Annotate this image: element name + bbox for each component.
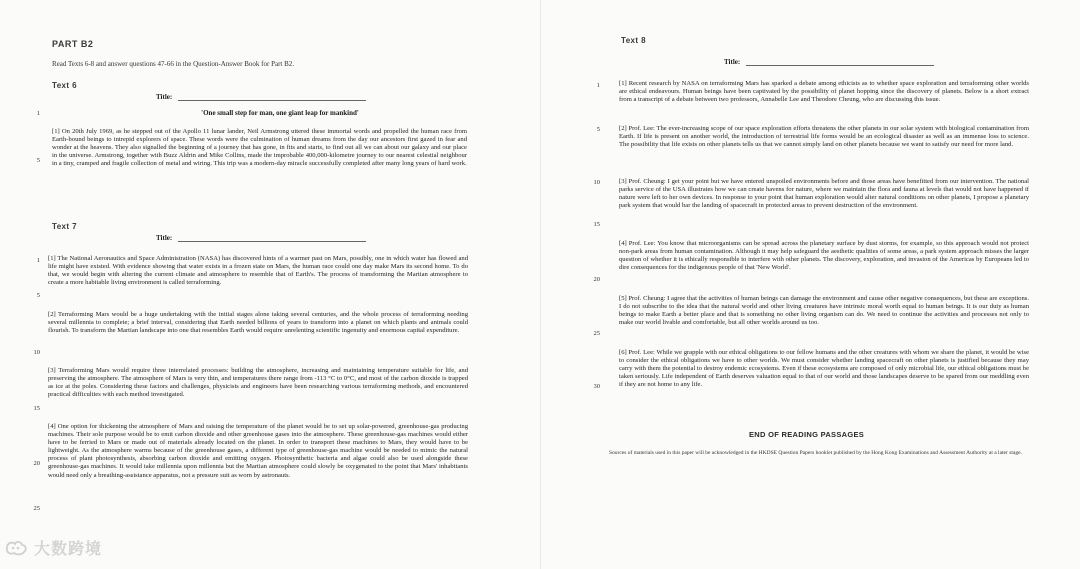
line-number: 30: [593, 383, 600, 390]
text7-paragraph-4: [4] One option for thickening the atmosphere of Mars and raising the temperature of the planet would be to set up solar-powered, greenhouse-gas producing machines. Their sole purpose would be to emit carbon dioxide and other greenhouse gases into the atmosphere. These greenhouse-gas machines would either have to be ferried to Mars or made out of materials already located on the planet. In order to transport these machines to Mars, they would have to be lightweight. As the atmosphere warms because of the greenhouse gases, a different type of greenhouse-gas machine would be needed to mimic the natural process of plant photosynthesis, absorbing carbon dioxide and emitting oxygen. Photosynthetic bacteria and algae could also be used alongside these greenhouse-gas machines. It would take millennia upon millennia but the Martian atmosphere could slowly be oxygenated to the point that Mars' inhabitants would need only a breathing-assistance apparatus, not a pressure suit as worn by astronauts.: [48, 423, 468, 479]
line-number: 15: [593, 221, 600, 228]
instructions: Read Texts 6-8 and answer questions 47-66 in the Question-Answer Book for Part B2.: [52, 60, 295, 68]
line-number: 1: [596, 82, 600, 89]
text7-paragraph-1: [1] The National Aeronautics and Space Administration (NASA) has discovered hints of a warmer past on Mars, possibly, one in which water has flowed and life might have existed. With evidence showing that water exists in a frozen state on Mars, the human race could one day make Mars its second home. To do that, we would begin with altering the current climate and atmosphere to resemble that of Earth's. The process of transforming the Martian atmosphere to create a more habitable living environment is called terraforming.: [48, 255, 468, 287]
text6-paragraph-1: [1] On 20th July 1969, as he stepped out of the Apollo 11 lunar lander, Neil Armstrong uttered these immortal words and propelled the human race from Earth-bound beings to intrepid explorers of space. These words were the culmination of human dreams from the day our ancestors first gazed in fear and wonder at the heavens. They also signalled the beginning of a journey that has gone, in fits and starts, to find out all we can about our galaxy and our place in the universe. Armstrong, together with Buzz Aldrin and Mike Collins, made the improbable 400,000-kilometre journey to our nearest celestial neighbour in a tiny, cramped and fragile collection of metal and wiring. This trip was a modern-day miracle successfully completed after many long years of hard work.: [52, 128, 467, 168]
line-number: 1: [36, 257, 40, 264]
line-number: 1: [36, 110, 40, 117]
watermark-logo-icon: [4, 539, 30, 557]
right-page: [540, 0, 1080, 569]
line-number: 15: [33, 405, 40, 412]
line-number: 10: [593, 179, 600, 186]
line-number: 5: [36, 292, 40, 299]
line-number: 10: [33, 349, 40, 356]
text8-paragraph-6: [6] Prof. Lee: While we grapple with our ethical obligations to our fellow humans and the other creatures with whom we share the planet, it would be wise to consider the ethical obligations we have to other worlds. We must consider whether landing spacecraft on other planets is justified because they may carry with them the potential to destroy endemic ecosystems. Even if these ecosystems are composed of only microbial life, our ethical obligations must be taken seriously. Life independent of Earth deserves valuation equal to that of our world and those landscapes deserve to be spared from our meddling even if they are not home to any life.: [619, 349, 1029, 389]
line-number: 5: [596, 126, 600, 133]
text8-paragraph-3: [3] Prof. Cheung: I get your point but we have entered unspoiled environments before and those areas have benefitted from our intervention. The national parks service of the USA illustrates how we can create havens for nature, where we maintain the flora and fauna at levels that would not have happened if nature were left to her own devices. In response to your point that human exploration would alter natural conditions on other planets, I propose a planetary park system that would bar the landing of spacecraft in protected areas to prevent destruction of the environment.: [619, 178, 1029, 210]
end-of-passages-heading: END OF READING PASSAGES: [749, 430, 865, 439]
watermark: [4, 536, 102, 559]
text8-title-blank: [746, 58, 934, 66]
text6-title-blank: [178, 93, 366, 101]
line-number: 20: [593, 276, 600, 283]
text7-heading: Text 7: [52, 222, 77, 231]
text8-paragraph-4: [4] Prof. Lee: You know that microorganisms can be spread across the planetary surface by dust storms, for example, so this approach would not protect non-park areas from human contamination. Although it may help safeguard the aesthetic qualities of some areas, a park system approach misses the larger question of whether it is ethically responsible to interfere with other planets. The discovery, exploration, and invasion of the Americas by Europeans led to dire consequences for the indigenous people of that 'New World'.: [619, 240, 1029, 272]
text6-subtitle: 'One small step for man, one giant leap for mankind': [201, 109, 359, 117]
line-number: 25: [33, 505, 40, 512]
text8-title-label: Title:: [724, 58, 741, 66]
part-heading: PART B2: [52, 39, 94, 49]
text6-title-row: [156, 93, 366, 101]
text8-paragraph-1: [1] Recent research by NASA on terraforming Mars has sparked a debate among ethicists as to whether space exploration and terraforming other worlds are ethical endeavours. Human beings have been captivated by the possibility of planet hopping since the discovery of planets. Below is a short extract from a transcript of a debate between two professors, Annabelle Lee and Theodore Cheung, who are discussing this issue.: [619, 80, 1029, 104]
text8-title-row: [724, 58, 934, 66]
text7-title-blank: [178, 234, 366, 242]
text6-title-label: Title:: [156, 93, 173, 101]
text7-title-label: Title:: [156, 234, 173, 242]
sources-note: Sources of materials used in this paper will be acknowledged in the HKDSE Question Papers booklet published by the Hong Kong Examinations and Assessment Authority at a later stage.: [609, 450, 1022, 456]
watermark-text: 大数跨境: [34, 539, 103, 558]
line-number: 5: [36, 157, 40, 164]
text8-paragraph-2: [2] Prof. Lee: The ever-increasing scope of our space exploration efforts threatens the other planets in our solar system with biological contamination from Earth. If life is present on another world, the introduction of terrestrial life forms would be an ecological disaster as well as an immense loss to science. The possibility that life exists on other planets tells us that we cannot simply land on other planets because we want to satisfy our need for more land.: [619, 125, 1029, 149]
text7-paragraph-3: [3] Terraforming Mars would require three interrelated processes: building the atmosphere, increasing and maintaining temperature suitable for life, and preserving the atmosphere. The atmosphere of Mars is very thin, and temperatures there range from -113 °C to 0°C, and most of the carbon dioxide is trapped as ice at the poles. Considering these factors and challenges, physicists and engineers have been researching various terraforming methods, and encountered practical difficulties with each method investigated.: [48, 367, 468, 399]
text7-title-row: [156, 234, 366, 242]
line-number: 20: [33, 460, 40, 467]
text8-heading: Text 8: [621, 36, 646, 45]
line-number: 25: [593, 330, 600, 337]
text8-paragraph-5: [5] Prof. Cheung: I agree that the activities of human beings can damage the environment and cause other negative consequences, but these are exceptions. I do not subscribe to the idea that the natural world and other living creatures have intrinsic moral worth equal to human beings. It is our duty as human beings to make Earth a better place and that is something no other living organism can do. We need to continue the activities and processes not only to make our world livable and comfortable, but all other worlds around us too.: [619, 295, 1029, 327]
text7-paragraph-2: [2] Terraforming Mars would be a huge undertaking with the initial stages alone taking several centuries, and the whole process of terraforming needing several millennia to complete; a brief interval, considering that Earth needed billions of years to transform into a planet on which plants and animals could flourish. To transform the Martian landscape into one that resembles Earth would require unrelenting scientific ingenuity and enormous capital expenditure.: [48, 311, 468, 335]
text6-heading: Text 6: [52, 81, 77, 90]
